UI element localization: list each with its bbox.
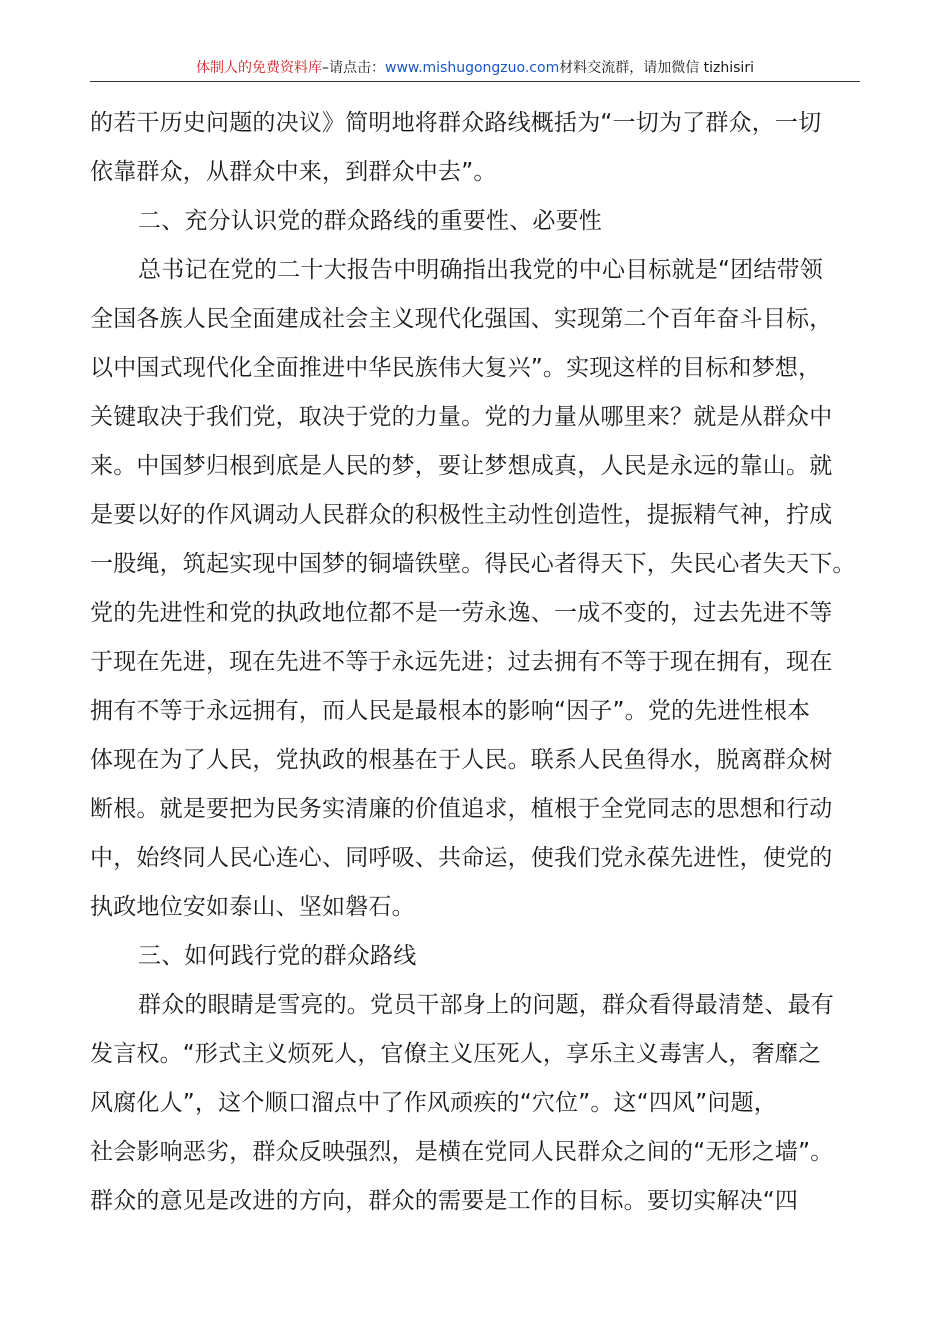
- text-line: 关键取决于我们党，取决于党的力量。党的力量从哪里来？就是从群众中: [90, 404, 833, 430]
- header-click-prompt: –请点击：: [322, 60, 386, 76]
- text-line: 社会影响恶劣，群众反映强烈，是横在党同人民群众之间的“无形之墙”。: [90, 1139, 834, 1165]
- section-heading: 二、充分认识党的群众路线的重要性、必要性: [138, 208, 602, 234]
- text-line: 执政地位安如泰山、坚如磐石。: [90, 894, 415, 920]
- text-line: 群众的意见是改进的方向，群众的需要是工作的目标。要切实解决“四: [90, 1188, 799, 1214]
- header-site-name: 体制人的免费资料库: [196, 60, 323, 76]
- text-line: 于现在先进，现在先进不等于永远先进；过去拥有不等于现在拥有，现在: [90, 649, 833, 675]
- header-url-link[interactable]: www.mishugongzuo.com: [385, 60, 560, 76]
- text-line: 的若干历史问题的决议》简明地将群众路线概括为“一切为了群众，一切: [90, 110, 822, 136]
- section-heading: 三、如何践行党的群众路线: [138, 943, 417, 969]
- text-line: 群众的眼睛是雪亮的。党员干部身上的问题，群众看得最清楚、最有: [138, 992, 834, 1018]
- text-line: 一股绳，筑起实现中国梦的铜墙铁壁。得民心者得天下，失民心者失天下。: [90, 551, 856, 577]
- text-line: 是要以好的作风调动人民群众的积极性主动性创造性，提振精气神，拧成: [90, 502, 833, 528]
- text-line: 来。中国梦归根到底是人民的梦，要让梦想成真，人民是永远的靠山。就: [90, 453, 833, 479]
- text-line: 依靠群众，从群众中来，到群众中去”。: [90, 159, 497, 185]
- text-line: 风腐化人”，这个顺口溜点中了作风顽疾的“穴位”。这“四风”问题，: [90, 1090, 777, 1116]
- page-header: [90, 58, 860, 78]
- text-line: 以中国式现代化全面推进中华民族伟大复兴”。实现这样的目标和梦想，: [90, 355, 822, 381]
- text-line: 中，始终同人民心连心、同呼吸、共命运，使我们党永葆先进性，使党的: [90, 845, 833, 871]
- text-line: 总书记在党的二十大报告中明确指出我党的中心目标就是“团结带领: [138, 257, 823, 283]
- header-wechat-note: 材料交流群，请加微信 tizhisiri: [559, 60, 754, 76]
- text-line: 拥有不等于永远拥有，而人民是最根本的影响“因子”。党的先进性根本: [90, 698, 811, 724]
- text-line: 断根。就是要把为民务实清廉的价值追求，植根于全党同志的思想和行动: [90, 796, 833, 822]
- header-divider: [90, 81, 860, 82]
- text-line: 体现在为了人民，党执政的根基在于人民。联系人民鱼得水，脱离群众树: [90, 747, 833, 773]
- document-body: [90, 99, 860, 1226]
- text-line: 党的先进性和党的执政地位都不是一劳永逸、一成不变的，过去先进不等: [90, 600, 833, 626]
- text-line: 发言权。“形式主义烦死人，官僚主义压死人，享乐主义毒害人，奢靡之: [90, 1041, 822, 1067]
- text-line: 全国各族人民全面建成社会主义现代化强国、实现第二个百年奋斗目标，: [90, 306, 833, 332]
